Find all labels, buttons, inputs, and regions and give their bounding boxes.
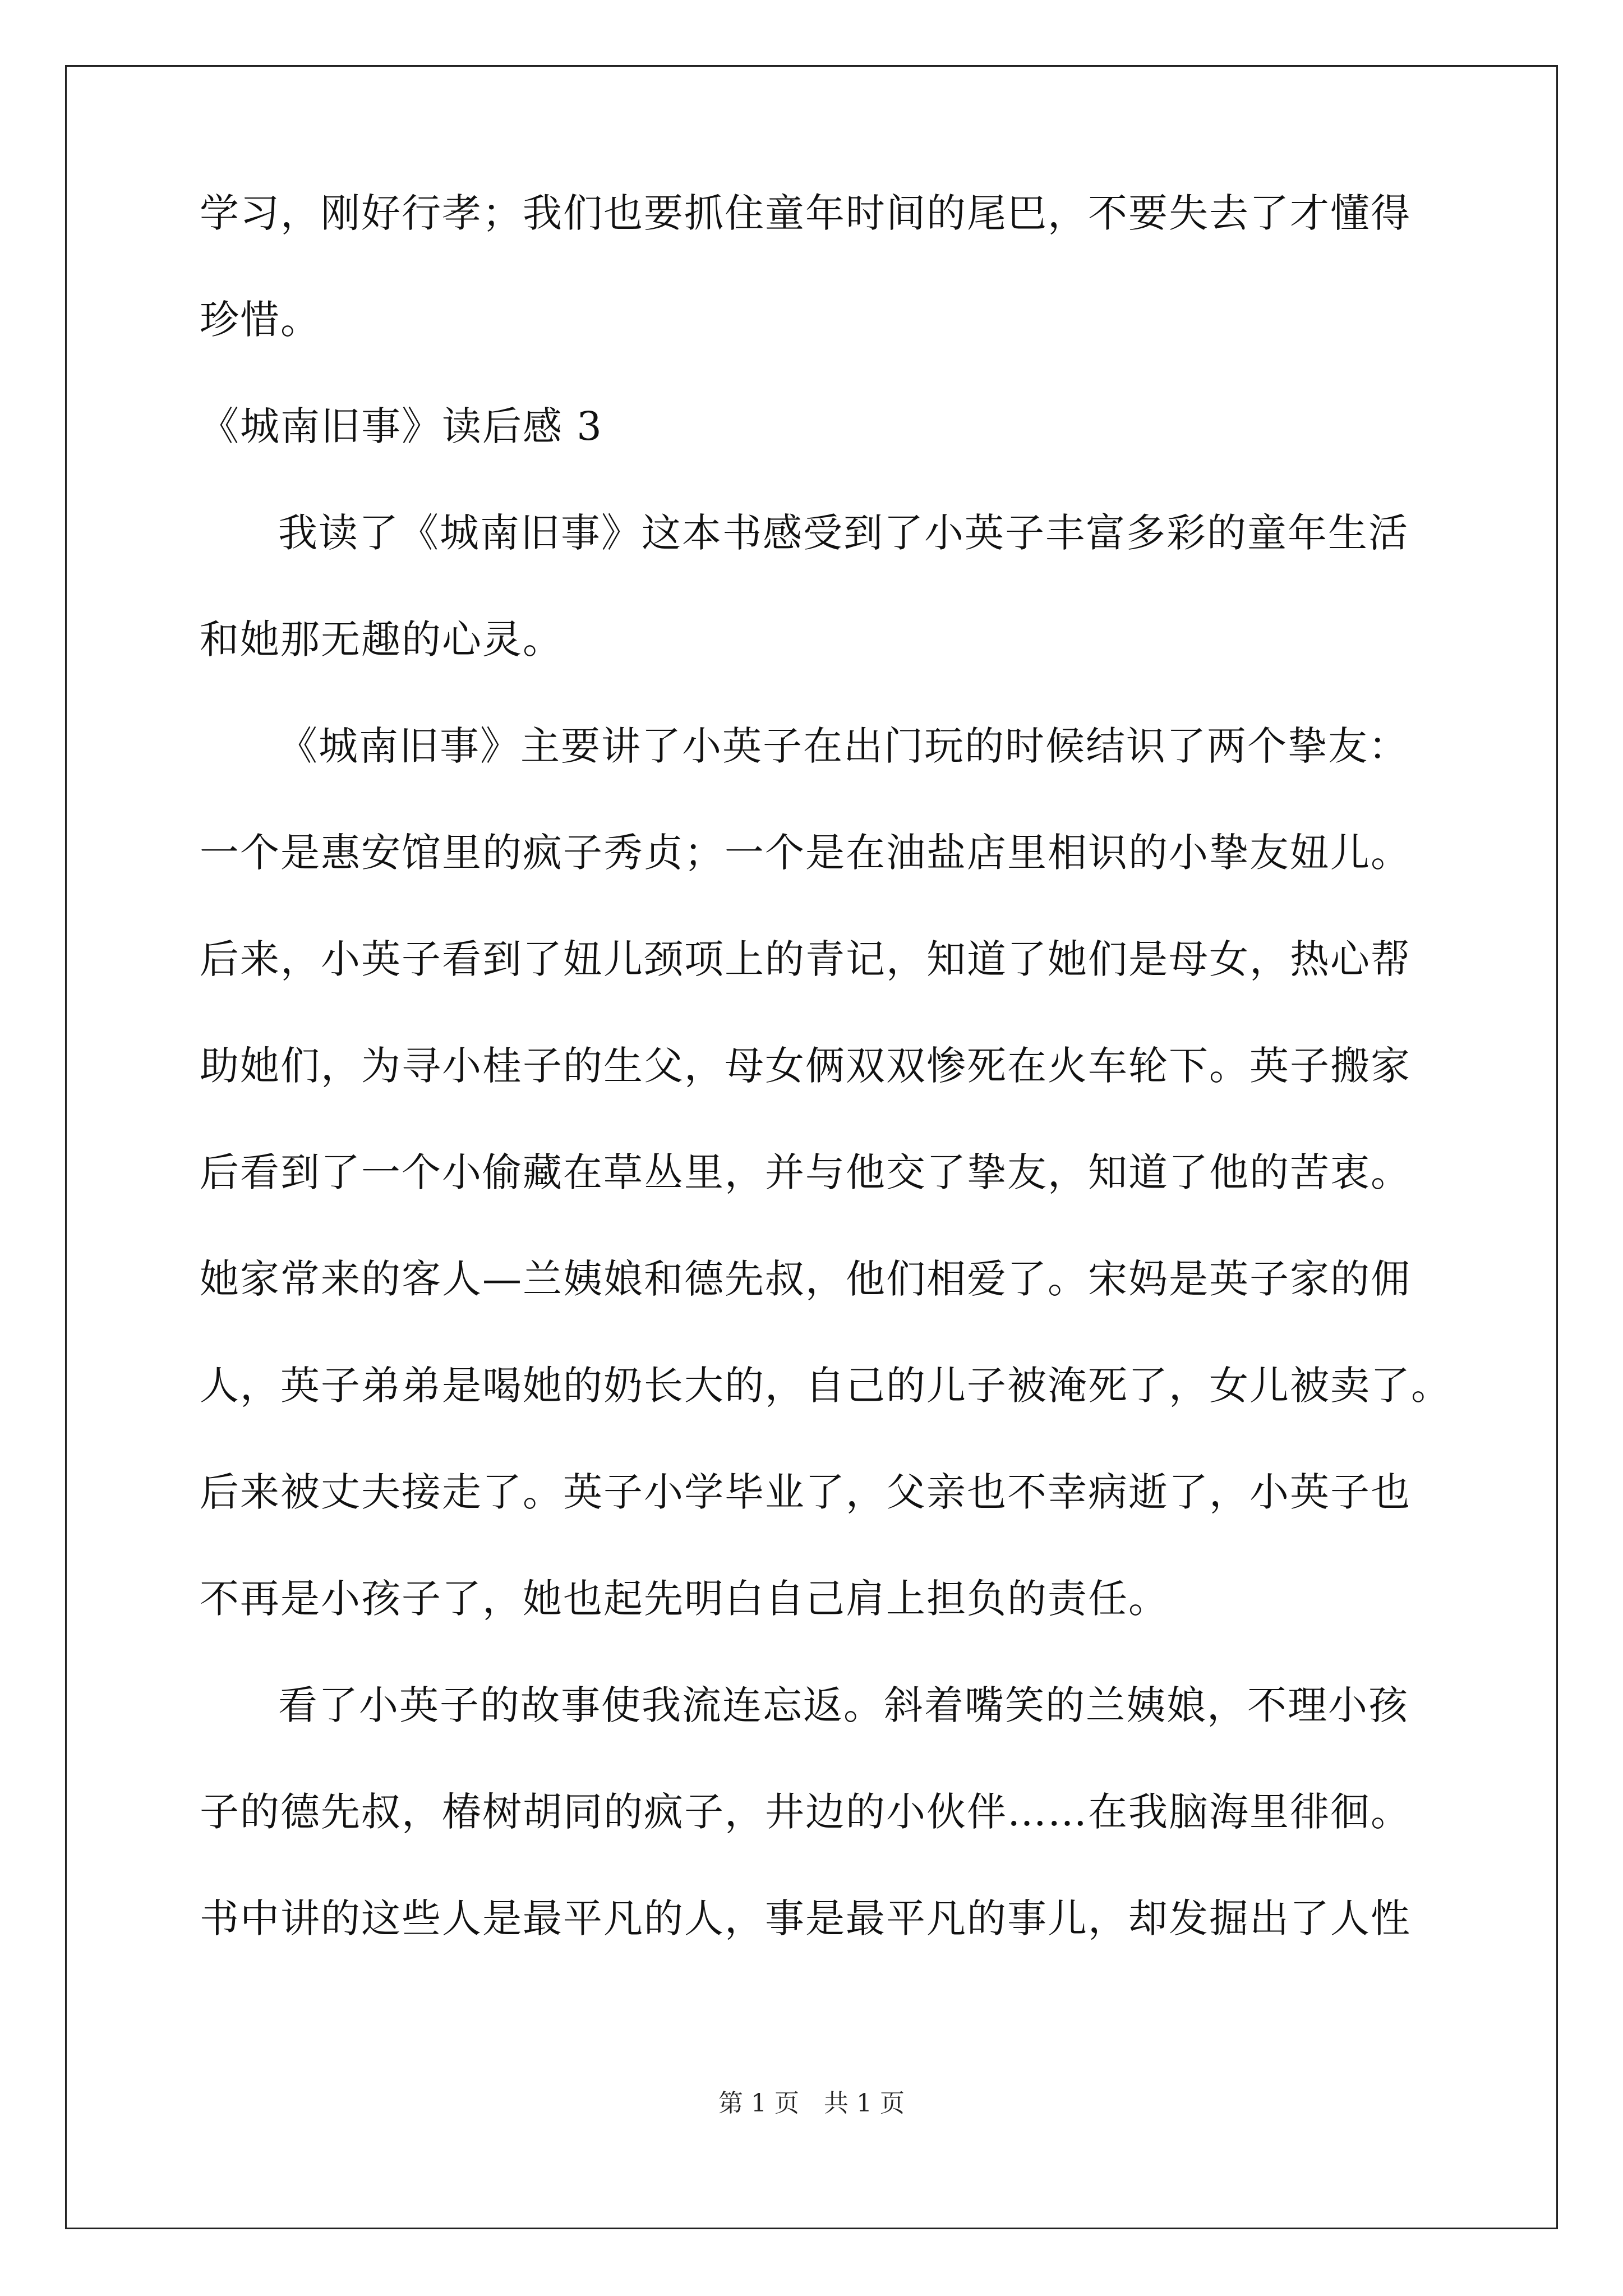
body-line: 不再是小孩子了，她也起先明白自己肩上担负的责任。 [200,1576,1169,1622]
body-line: 子的德先叔，椿树胡同的疯子，井边的小伙伴……在我脑海里徘徊。 [200,1789,1411,1835]
body-line: 看了小英子的故事使我流连忘返。斜着嘴笑的兰姨娘，不理小孩 [278,1682,1409,1728]
body-line: 我读了《城南旧事》这本书感受到了小英子丰富多彩的童年生活 [278,510,1409,556]
body-line: 学习，刚好行孝；我们也要抓住童年时间的尾巴，不要失去了才懂得 [200,190,1411,236]
body-line: 一个是惠安馆里的疯子秀贞；一个是在油盐店里相识的小挚友妞儿。 [200,830,1411,876]
body-line: 后来，小英子看到了妞儿颈项上的青记，知道了她们是母女，热心帮 [200,936,1411,982]
body-line: 书中讲的这些人是最平凡的人，事是最平凡的事儿，却发掘出了人性 [200,1895,1411,1941]
body-line: 后看到了一个小偷藏在草丛里，并与他交了挚友，知道了他的苦衷。 [200,1149,1411,1195]
body-line: 和她那无趣的心灵。 [200,616,563,662]
body-line: 人，英子弟弟是喝她的奶长大的，自己的儿子被淹死了，女儿被卖了。 [200,1363,1451,1409]
body-line: 《城南旧事》主要讲了小英子在出门玩的时候结识了两个挚友： [278,723,1409,769]
body-line: 助她们，为寻小桂子的生父，母女俩双双惨死在火车轮下。英子搬家 [200,1043,1411,1089]
body-line: 珍惜。 [200,297,321,343]
section-heading: 《城南旧事》读后感 3 [200,403,603,449]
page-number-footer: 第 1 页 共 1 页 [718,2089,905,2118]
body-line: 后来被丈夫接走了。英子小学毕业了，父亲也不幸病逝了，小英子也 [200,1469,1411,1515]
body-line: 她家常来的客人—兰姨娘和德先叔，他们相爱了。宋妈是英子家的佣 [200,1256,1411,1302]
